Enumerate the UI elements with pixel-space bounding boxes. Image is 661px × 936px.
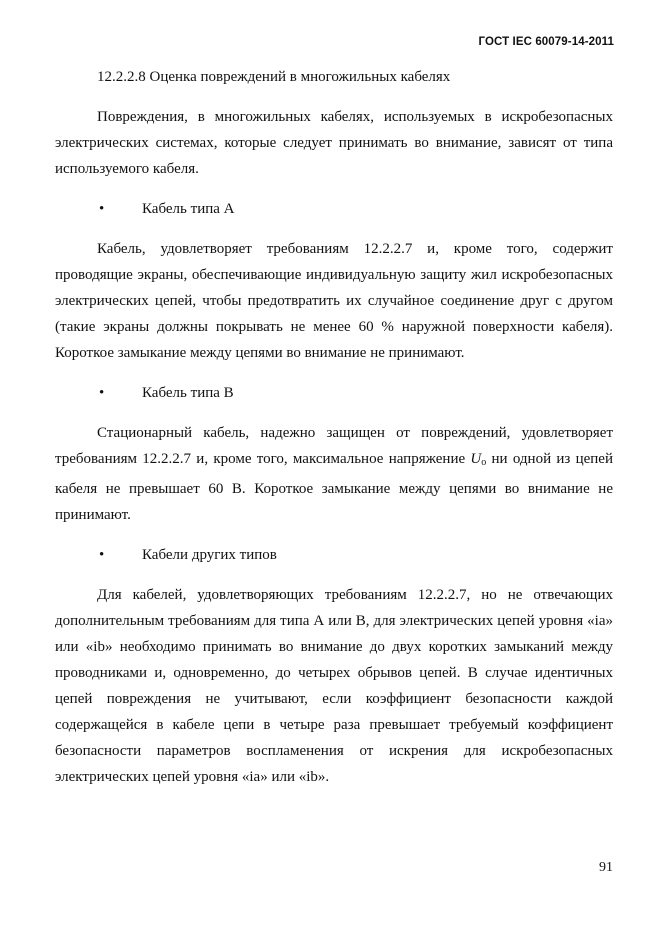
- cable-b-paragraph: [55, 420, 613, 528]
- cable-b-text-after: ни одной из цепей кабеля не превышает 60 В. Короткое замыкание между цепями во внимание не принимают.: [55, 451, 613, 523]
- cable-other-paragraph: Для кабелей, удовлетворяющих требованиям 12.2.2.7, но не отвечающих дополнительным требованиям для типа А или В, для электрических цепей уровня «ia» или «ib» необходимо принимать во внимание до двух коротких замыканий между проводниками и, одновременно, до четырех обрывов цепей. В случае идентичных цепей повреждения не учитывают, если коэффициент безопасности каждой содержащейся в кабеле цепи в четыре раза превышает требуемый коэффициент безопасности параметров воспламенения от искрения для искробезопасных электрических цепей уровня «ia» или «ib».: [55, 587, 613, 785]
- voltage-subscript: o: [481, 457, 487, 468]
- cable-a-heading: Кабель типа А: [142, 201, 235, 217]
- document-header: ГОСТ IEC 60079-14-2011: [478, 36, 614, 48]
- bullet-icon: •: [99, 547, 105, 563]
- cable-a-paragraph: Кабель, удовлетворяет требованиям 12.2.2.7 и, кроме того, содержит проводящие экраны, обеспечивающие индивидуальную защиту жил искробезопасных электрических цепей, чтобы предотвратить их случайное соединение друг с другом (такие экраны должны покрывать не менее 60 % наружной поверхности кабеля). Короткое замыкание между цепями во внимание не принимают.: [55, 241, 613, 361]
- intro-paragraph: Повреждения, в многожильных кабелях, используемых в искробезопасных электрических системах, которые следует принимать во внимание, зависят от типа используемого кабеля.: [55, 109, 613, 177]
- bullet-cable-other: [97, 542, 613, 568]
- bullet-cable-b: [97, 380, 613, 406]
- section-title: 12.2.2.8 Оценка повреждений в многожильных кабелях: [97, 69, 451, 85]
- cable-other-heading: Кабели других типов: [142, 547, 277, 563]
- voltage-symbol: U: [470, 451, 482, 467]
- page-content: [55, 64, 613, 790]
- bullet-icon: •: [99, 385, 105, 401]
- bullet-icon: •: [99, 201, 105, 217]
- cable-b-heading: Кабель типа В: [142, 385, 234, 401]
- bullet-cable-a: [97, 196, 613, 222]
- page-number: 91: [599, 860, 613, 875]
- cable-b-text-before: Стационарный кабель, надежно защищен от повреждений, удовлетворяет требованиям 12.2.2.7 и, кроме того, максимальное напряжение: [55, 425, 613, 467]
